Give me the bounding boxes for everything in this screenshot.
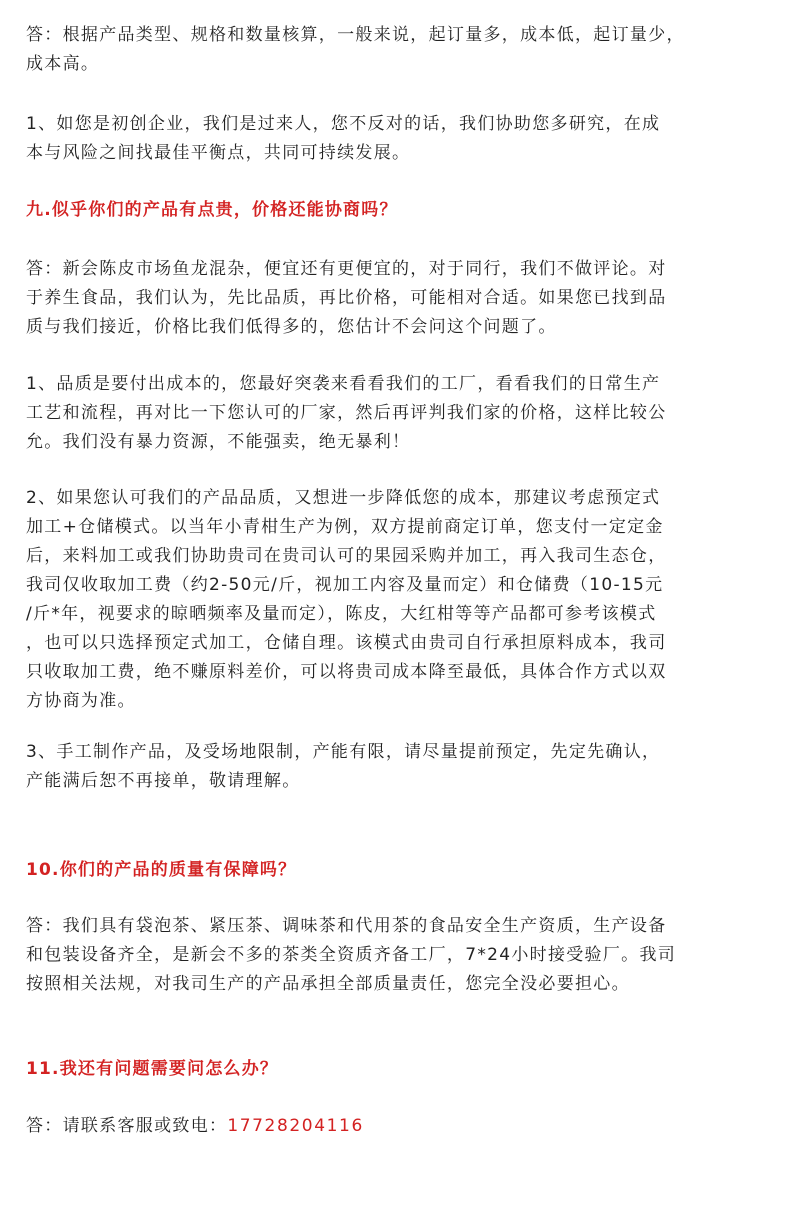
answer-line: 加工+仓储模式。以当年小青柑生产为例，双方提前商定订单，您支付一定定金 [26,517,664,537]
answer-line: 方协商为准。 [26,691,136,711]
answer-line: 答：我们具有袋泡茶、紧压茶、调味茶和代用茶的食品安全生产资质，生产设备 [26,916,667,936]
answer-line: 答：根据产品类型、规格和数量核算，一般来说，起订量多，成本低，起订量少， [26,25,685,45]
answer-line: 2、如果您认可我们的产品品质，又想进一步降低您的成本，那建议考虑预定式 [26,488,661,508]
faq-9-point-2 [26,484,774,716]
contact-line [26,1112,774,1141]
answer-line: 1、品质是要付出成本的，您最好突袭来看看我们的工厂，看看我们的日常生产 [26,374,661,394]
answer-line: 允。我们没有暴力资源，不能强卖，绝无暴利！ [26,432,411,452]
answer-line: 本与风险之间找最佳平衡点，共同可持续发展。 [26,143,411,163]
faq-9-answer [26,255,774,342]
faq-9-heading: 九.似乎你们的产品有点贵，价格还能协商吗？ [26,200,398,220]
answer-line: 我司仅收取加工费（约2-50元/斤，视加工内容及量而定）和仓储费（10-15元 [26,575,664,595]
faq-10-answer [26,912,774,999]
answer-line: 只收取加工费，绝不赚原料差价，可以将贵司成本降至最低，具体合作方式以双 [26,662,667,682]
answer-line: 1、如您是初创企业，我们是过来人，您不反对的话，我们协助您多研究，在成 [26,114,661,134]
answer-line: 和包装设备齐全，是新会不多的茶类全资质齐备工厂，7*24小时接受验厂。我司 [26,945,677,965]
answer-line: 后，来料加工或我们协助贵司在贵司认可的果园采购并加工，再入我司生态仓， [26,546,667,566]
answer-line: 按照相关法规，对我司生产的产品承担全部质量责任，您完全没必要担心。 [26,974,630,994]
faq-10-heading: 10.你们的产品的质量有保障吗？ [26,860,297,880]
answer-line: ，也可以只选择预定式加工，仓储自理。该模式由贵司自行承担原料成本，我司 [26,633,667,653]
answer-line: 成本高。 [26,54,100,74]
answer-line: 3、手工制作产品，及受场地限制，产能有限，请尽量提前预定，先定先确认， [26,742,661,762]
faq-11-answer [26,1112,774,1141]
faq-11-heading: 11.我还有问题需要问怎么办？ [26,1059,279,1079]
faq-9-section [26,196,774,225]
answer-line: 产能满后恕不再接单，敬请理解。 [26,771,301,791]
contact-prefix: 答：请联系客服或致电： [26,1116,228,1136]
answer-line: 质与我们接近，价格比我们低得多的，您估计不会问这个问题了。 [26,317,557,337]
answer-line: 工艺和流程，再对比一下您认可的厂家，然后再评判我们家的价格，这样比较公 [26,403,667,423]
faq-11-section [26,1055,774,1084]
answer-line: /斤*年，视要求的晾晒频率及量而定），陈皮，大红柑等等产品都可参考该模式 [26,604,657,624]
faq-10-section [26,856,774,885]
phone-number: 17728204116 [227,1116,364,1136]
faq-9-point-3 [26,738,774,796]
answer-line: 于养生食品，我们认为，先比品质，再比价格，可能相对合适。如果您已找到品 [26,288,667,308]
intro-point-1 [26,110,774,168]
intro-answer [26,21,774,79]
faq-9-point-1 [26,370,774,457]
answer-line: 答：新会陈皮市场鱼龙混杂，便宜还有更便宜的，对于同行，我们不做评论。对 [26,259,667,279]
